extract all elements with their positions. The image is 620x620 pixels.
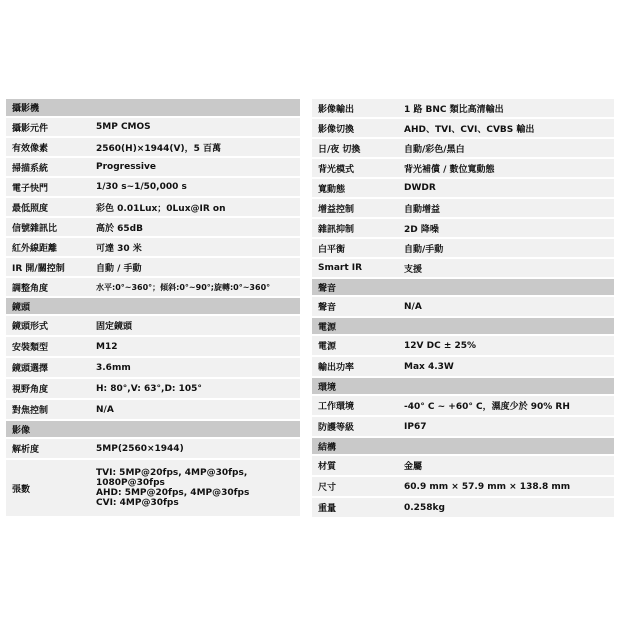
spec-value: 5MP CMOS [96,122,151,132]
spec-label: 對焦控制 [12,406,49,416]
spec-label: 聲音 [318,303,337,313]
spec-row [6,379,300,398]
spec-row [312,456,614,475]
spec-row [312,417,614,436]
spec-label: Smart IR [318,263,363,273]
spec-row [6,400,300,419]
spec-row [312,239,614,257]
spec-row [6,198,300,216]
spec-row [312,336,614,355]
spec-row [312,477,614,496]
spec-value: 自動/彩色/黑白 [404,144,465,155]
section-header-camera: 攝影機 [6,99,300,116]
spec-row [6,178,300,196]
spec-value: 自動 / 手動 [96,263,142,274]
spec-label: 最低照度 [12,203,49,214]
spec-label: 攝影元件 [12,123,49,134]
spec-value-line: TVI: 5MP@20fps, 4MP@30fps, [96,468,248,478]
section-header-power: 電源 [312,318,614,334]
spec-value: DWDR [404,183,436,193]
spec-value: 自動增益 [404,204,441,215]
spec-row [312,357,614,376]
spec-value: 背光補償 / 數位寬動態 [404,164,495,175]
section-header-structure: 結構 [312,438,614,454]
spec-label: 張數 [12,484,31,495]
spec-label: 電子快門 [12,183,49,194]
spec-value: 自動/手動 [404,244,444,255]
spec-row [6,118,300,136]
spec-label: 背光模式 [318,164,355,175]
spec-row [312,219,614,237]
section-header-audio: 聲音 [312,279,614,295]
spec-value: 1/30 s~1/50,000 s [96,182,187,192]
spec-value: 5MP(2560×1944) [96,443,184,454]
spec-row [6,158,300,176]
spec-value: IP67 [404,421,427,432]
spec-label: 鏡頭形式 [12,322,49,332]
spec-value: H: 80°,V: 63°,D: 105° [96,383,202,394]
spec-value: M12 [96,341,118,352]
spec-value: 1 路 BNC 類比高清輸出 [404,104,504,115]
spec-column-left [6,99,300,518]
spec-label: 日/夜 切換 [318,144,361,155]
spec-value: 水平:0°~360°；傾斜:0°~90°;旋轉:0°~360° [96,282,271,292]
spec-label: 材質 [318,462,337,472]
spec-value: 2D 降噪 [404,224,439,235]
spec-label: 解析度 [12,445,40,455]
spec-value-line: CVI: 4MP@30fps [96,498,179,508]
spec-label: 鏡頭選擇 [12,364,49,374]
section-header-lens: 鏡頭 [6,298,300,314]
spec-value: 高於 65dB [96,223,143,234]
spec-column-right [312,99,614,519]
spec-row [6,238,300,256]
spec-value: N/A [404,301,422,312]
spec-value-line: AHD: 5MP@20fps, 4MP@30fps [96,488,250,498]
spec-label: 工作環境 [318,402,355,412]
spec-label: 調整角度 [12,283,49,294]
spec-label: 重量 [318,504,337,514]
section-header-environment: 環境 [312,378,614,394]
spec-row [312,119,614,137]
spec-value: Progressive [96,162,156,172]
spec-row [312,179,614,197]
spec-value: AHD、TVI、CVI、CVBS 輸出 [404,124,535,135]
spec-label: IR 開/關控制 [12,263,65,274]
spec-label: 防護等級 [318,423,355,433]
spec-label: 掃描系統 [12,163,49,174]
spec-row [312,99,614,117]
spec-value: Max 4.3W [404,361,454,372]
spec-value: 可達 30 米 [96,243,142,254]
spec-row [312,139,614,157]
spec-value: 3.6mm [96,362,131,373]
spec-value: 12V DC ± 25% [404,340,477,351]
spec-label: 電源 [318,342,337,352]
spec-label: 信號雜訊比 [12,223,58,234]
spec-row [312,396,614,415]
spec-value: 0.258kg [404,502,445,513]
spec-label: 影像輸出 [318,104,355,115]
spec-label: 寬動態 [318,184,346,195]
spec-row [6,337,300,356]
spec-label: 輸出功率 [318,363,355,373]
spec-row [312,159,614,177]
spec-label: 增益控制 [318,204,355,215]
spec-value: -40° C ~ +60° C，濕度少於 90% RH [404,402,570,412]
spec-value: N/A [96,404,114,415]
spec-label: 視野角度 [12,385,49,395]
spec-label: 影像切換 [318,124,355,135]
spec-row [6,218,300,236]
spec-value-multiline [92,466,300,510]
section-header-video: 影像 [6,421,300,437]
spec-value: 60.9 mm × 57.9 mm × 138.8 mm [404,481,571,492]
spec-row [6,439,300,458]
spec-label: 有效像素 [12,143,49,154]
spec-row [6,258,300,276]
spec-label: 雜訊抑制 [318,224,355,235]
spec-row [6,316,300,335]
spec-label: 紅外線距離 [12,243,58,254]
spec-value: 2560(H)×1944(V)，5 百萬 [96,143,221,154]
spec-value: 金屬 [404,462,423,472]
spec-label: 尺寸 [318,483,337,493]
spec-value: 固定鏡頭 [96,322,133,332]
spec-value: 支援 [404,264,423,275]
spec-label: 安裝類型 [12,343,49,353]
spec-label: 白平衡 [318,244,346,255]
spec-value: 彩色 0.01Lux；0Lux@IR on [96,203,226,214]
spec-row [312,297,614,316]
spec-row [312,498,614,517]
spec-row [312,199,614,217]
spec-row [6,358,300,377]
spec-row [312,259,614,277]
spec-row [6,460,300,516]
spec-row [6,278,300,296]
spec-row [6,138,300,156]
spec-value-line: 1080P@30fps [96,478,165,488]
